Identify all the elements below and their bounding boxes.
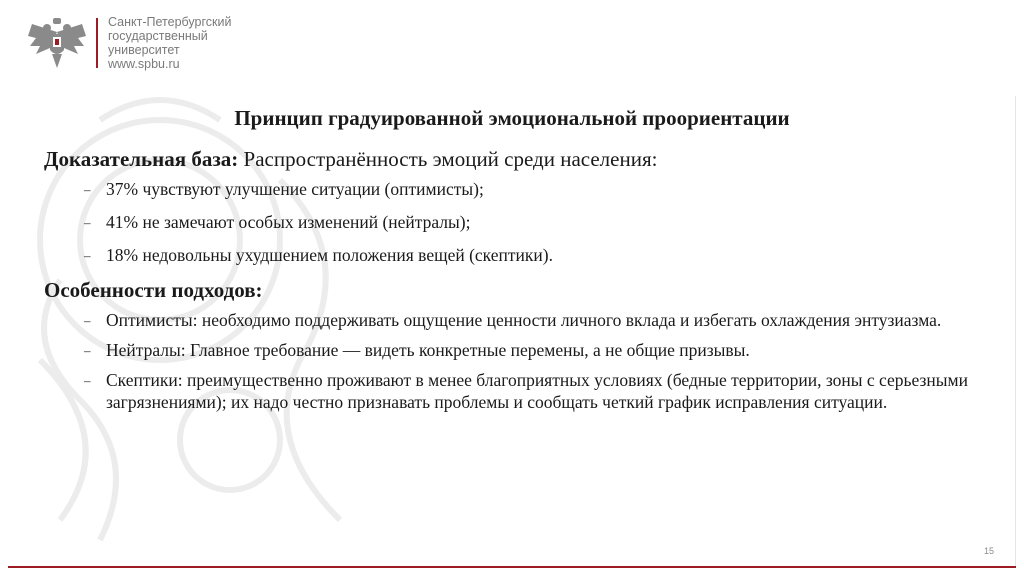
university-name	[108, 15, 231, 71]
bullet-dash: –	[84, 182, 91, 197]
list-item	[44, 244, 984, 266]
footer-accent-line	[8, 566, 1016, 568]
approach-item-optimists: Оптимисты: необходимо поддерживать ощущение ценности личного вклада и избегать охлаждения энтузиазма.	[106, 310, 942, 330]
bullet-dash: –	[84, 248, 91, 263]
bullet-dash: –	[84, 373, 91, 388]
university-website: www.spbu.ru	[108, 57, 180, 71]
list-item	[44, 369, 984, 413]
bullet-dash: –	[84, 343, 91, 358]
approaches-list	[44, 309, 984, 413]
evidence-text: Распространённость эмоций среди населения:	[238, 147, 658, 171]
slide-title: Принцип градуированной эмоциональной проориентации	[234, 106, 790, 130]
approach-item-skeptics: Скептики: преимущественно проживают в менее благоприятных условиях (бедные территории, зоны с серьезными загрязнениями); их надо честно признавать проблемы и сообщать четкий график исправления ситуации.	[106, 370, 968, 412]
list-item	[44, 339, 984, 361]
list-item	[44, 309, 984, 331]
evidence-item-3: 18% недовольны ухудшением положения вещей (скептики).	[106, 245, 553, 265]
right-border-line	[1015, 96, 1016, 566]
list-item	[44, 178, 984, 200]
university-name-line-2: государственный	[108, 29, 208, 43]
logo-divider	[96, 18, 98, 68]
slide-content	[44, 146, 984, 421]
page-number: 15	[983, 546, 994, 556]
university-name-line-1: Санкт-Петербургский	[108, 15, 232, 29]
evidence-label: Доказательная база:	[44, 147, 239, 171]
approaches-label: Особенности подходов:	[44, 278, 263, 302]
evidence-item-1: 37% чувствуют улучшение ситуации (оптимисты);	[106, 179, 484, 199]
double-headed-eagle-icon	[26, 16, 88, 70]
university-logo	[26, 14, 231, 72]
list-item	[44, 211, 984, 233]
evidence-list	[44, 178, 984, 266]
evidence-item-2: 41% не замечают особых изменений (нейтралы);	[106, 212, 471, 232]
bullet-dash: –	[84, 313, 91, 328]
evidence-heading	[44, 146, 984, 172]
bullet-dash: –	[84, 215, 91, 230]
university-name-line-3: университет	[108, 43, 180, 57]
approach-item-neutrals: Нейтралы: Главное требование — видеть конкретные перемены, а не общие призывы.	[106, 340, 750, 360]
approaches-heading	[44, 277, 984, 303]
